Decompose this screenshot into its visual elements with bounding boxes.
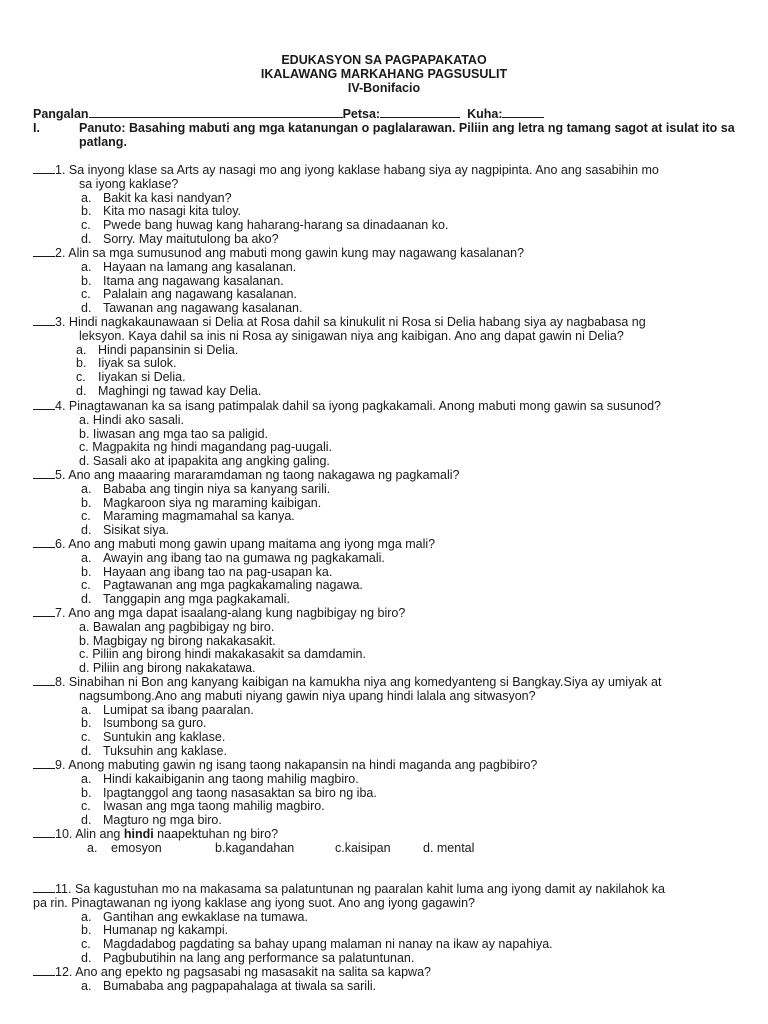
option-c: c. Piliin ang birong hindi makakasakit sa damdamin.: [79, 647, 366, 662]
option-d: d. Sasali ako at ipapakita ang angking galing.: [79, 454, 330, 469]
option-d: d. Sisikat siya.: [81, 523, 169, 538]
question-4: [33, 399, 743, 469]
question-number: 1.: [55, 163, 66, 177]
option-b: b. Iiwasan ang mga tao sa paligid.: [79, 426, 269, 441]
option-c: c. Maraming magmamahal sa kanya.: [81, 509, 295, 524]
option-a: a. Hindi ako sasali.: [79, 412, 184, 427]
question-number: 8.: [55, 675, 66, 689]
option-b: b. Kita mo nasagi kita tuloy.: [81, 204, 242, 219]
question-text: Sa kagustuhan mo na makasama sa palatuntunan ng paaralan kahit luma ang iyong damit ay nakilahok ka: [74, 882, 665, 896]
score-blank[interactable]: [502, 106, 544, 118]
date-blank[interactable]: [380, 106, 460, 118]
option-b: b. Humanap ng kakampi.: [81, 923, 229, 938]
part-number: I.: [33, 121, 40, 135]
answer-blank[interactable]: [33, 882, 55, 893]
date-label: Petsa:: [342, 107, 381, 121]
option-a: a. Bababa ang tingin niya sa kanyang sarili.: [81, 481, 331, 496]
question-12: [33, 965, 743, 994]
option-b: b. Itama ang nagawang kasalanan.: [81, 273, 284, 288]
exam-title: IKALAWANG MARKAHANG PAGSUSULIT: [260, 67, 508, 81]
option-c: c.kaisipan: [335, 840, 391, 855]
score-label: Kuha:: [467, 107, 503, 121]
question-text-end: naapektuhan ng biro?: [153, 827, 279, 841]
option-d: d. Piliin ang birong nakakatawa.: [79, 661, 256, 676]
answer-blank[interactable]: [33, 965, 55, 976]
option-c: c. Pwede bang huwag kang haharang-harang sa dinadaanan ko.: [81, 218, 449, 233]
question-number: 10.: [55, 827, 73, 841]
options-row: [87, 842, 743, 856]
option-a: emosyon: [111, 840, 162, 855]
option-b: b. Magkaroon siya ng maraming kaibigan.: [81, 495, 322, 510]
question-text: Ano ang maaaring mararamdaman ng taong nakagawa ng pagkamali?: [68, 468, 460, 482]
option-a: a. Lumipat sa ibang paaralan.: [81, 702, 254, 717]
question-7: [33, 606, 743, 676]
option-d: d. Sorry. May maitutulong ba ako?: [81, 231, 279, 246]
option-b: b. Isumbong sa guro.: [81, 716, 207, 731]
question-10: [33, 827, 743, 856]
question-number: 4.: [55, 399, 66, 413]
question-number: 7.: [55, 606, 66, 620]
option-b: b. Hayaan ang ibang tao na pag-usapan ka.: [81, 564, 333, 579]
option-a: a. Bumababa ang pagpapahalaga at tiwala sa sarili.: [81, 978, 377, 993]
emphasis-word: hindi: [123, 827, 154, 841]
option-a: a. Hindi kakaibiganin ang taong mahilig magbiro.: [81, 771, 359, 786]
question-number: 6.: [55, 537, 66, 551]
option-b: b. Iiyak sa sulok.: [76, 356, 177, 371]
student-info-row: [33, 106, 544, 121]
instruction-text: Panuto: Basahing mabuti ang mga katanungan o paglalarawan. Piliin ang letra ng tamang sagot at isulat ito sa patlang.: [79, 121, 735, 149]
answer-blank[interactable]: [33, 758, 55, 769]
question-text: Sa inyong klase sa Arts ay nasagi mo ang iyong kaklase habang siya ay nagpipinta. Ano ang sasabihin mo: [68, 163, 659, 177]
answer-blank[interactable]: [33, 399, 55, 410]
option-c: c. Magpakita ng hindi magandang pag-uugali.: [79, 440, 332, 455]
question-number: 3.: [55, 315, 66, 329]
option-a: a. Bakit ka kasi nandyan?: [81, 190, 232, 205]
answer-blank[interactable]: [33, 606, 55, 617]
question-text: Hindi nagkakaunawaan si Delia at Rosa dahil sa kinukulit ni Rosa si Delia habang siya ay nagbabasa ng: [68, 315, 646, 329]
option-d: d. Pagbubutihin na lang ang performance sa palatuntunan.: [81, 950, 415, 965]
question-2: [33, 246, 743, 316]
question-1: [33, 163, 743, 247]
option-b: b.kagandahan: [215, 840, 295, 855]
question-3: [33, 315, 743, 399]
answer-blank[interactable]: [33, 537, 55, 548]
question-6: [33, 537, 743, 607]
option-a: a. Hindi papansinin si Delia.: [76, 342, 239, 357]
question-number: 2.: [55, 246, 66, 260]
option-b: b. Magbigay ng birong nakakasakit.: [79, 633, 276, 648]
answer-blank[interactable]: [33, 163, 55, 174]
option-d: d. Tanggapin ang mga pagkakamali.: [81, 592, 290, 607]
answer-blank[interactable]: [33, 468, 55, 479]
question-number: 11.: [55, 882, 72, 896]
name-label: Pangalan: [33, 107, 89, 121]
option-c: c. Iwasan ang mga taong mahilig magbiro.: [81, 799, 325, 814]
option-b: b. Ipagtanggol ang taong nasasaktan sa biro ng iba.: [81, 785, 377, 800]
question-text: Anong mabuting gawin ng isang taong nakapansin na hindi maganda ang pagbibiro?: [68, 758, 538, 772]
question-number: 12.: [55, 965, 73, 979]
question-text-cont: pa rin. Pinagtawanan ng iyong kaklase ang iyong suot. Ano ang iyong gagawin?: [33, 895, 475, 910]
option-c: c. Suntukin ang kaklase.: [81, 730, 226, 745]
section-name: IV-Bonifacio: [347, 81, 421, 95]
instructions: [33, 121, 753, 149]
option-d: d. Tuksuhin ang kaklase.: [81, 743, 227, 758]
question-text: Alin ang: [75, 827, 124, 841]
question-text-cont: leksyon. Kaya dahil sa inis ni Rosa ay sinigawan niya ang kaibigan. Ano ang dapat gawin ni Delia?: [79, 328, 624, 343]
question-8: [33, 675, 743, 759]
question-text: Ano ang mga dapat isaalang-alang kung nagbibigay ng biro?: [68, 606, 406, 620]
question-text: Alin sa mga sumusunod ang mabuti mong gawin kung may nagawang kasalanan?: [68, 246, 525, 260]
question-text-cont: nagsumbong.Ano ang mabuti niyang gawin niya upang hindi lalala ang sitwasyon?: [79, 688, 536, 703]
option-d: d. mental: [423, 840, 475, 855]
option-a: a. Gantihan ang ewkaklase na tumawa.: [81, 909, 308, 924]
answer-blank[interactable]: [33, 315, 55, 326]
question-text: Pinagtawanan ka sa isang patimpalak dahil sa iyong pagkakamali. Anong mabuti mong gawin sa susunod?: [68, 399, 661, 413]
option-a-letter: a.: [87, 840, 98, 855]
option-c: c. Palalain ang nagawang kasalanan.: [81, 287, 297, 302]
option-d: d. Magturo ng mga biro.: [81, 813, 222, 828]
question-text: Ano ang epekto ng pagsasabi ng masasakit na salita sa kapwa?: [75, 965, 431, 979]
answer-blank[interactable]: [33, 246, 55, 257]
question-text: Ano ang mabuti mong gawin upang maitama ang iyong mga mali?: [68, 537, 436, 551]
name-blank[interactable]: [89, 106, 343, 118]
option-c: c. Magdadabog pagdating sa bahay upang malaman ni nanay na ikaw ay napahiya.: [81, 937, 553, 952]
question-text-cont: sa iyong kaklase?: [79, 176, 179, 191]
question-number: 5.: [55, 468, 66, 482]
option-d: d. Tawanan ang nagawang kasalanan.: [81, 301, 303, 316]
answer-blank[interactable]: [33, 675, 55, 686]
option-c: c. Pagtawanan ang mga pagkakamaling nagawa.: [81, 578, 363, 593]
subject-title: EDUKASYON SA PAGPAPAKATAO: [281, 53, 487, 67]
option-d: d. Maghingi ng tawad kay Delia.: [76, 383, 262, 398]
option-a: a. Awayin ang ibang tao na gumawa ng pagkakamali.: [81, 550, 385, 565]
option-a: a. Bawalan ang pagbibigay ng biro.: [79, 619, 275, 634]
question-5: [33, 468, 743, 538]
option-c: c. Iiyakan si Delia.: [76, 370, 186, 385]
answer-blank[interactable]: [33, 827, 55, 838]
question-11: [33, 882, 743, 966]
option-a: a. Hayaan na lamang ang kasalanan.: [81, 259, 297, 274]
question-number: 9.: [55, 758, 66, 772]
question-text: Sinabihan ni Bon ang kanyang kaibigan na kamukha niya ang komedyanteng si Bangkay.Siya ay umiyak at: [68, 675, 662, 689]
question-9: [33, 758, 743, 828]
